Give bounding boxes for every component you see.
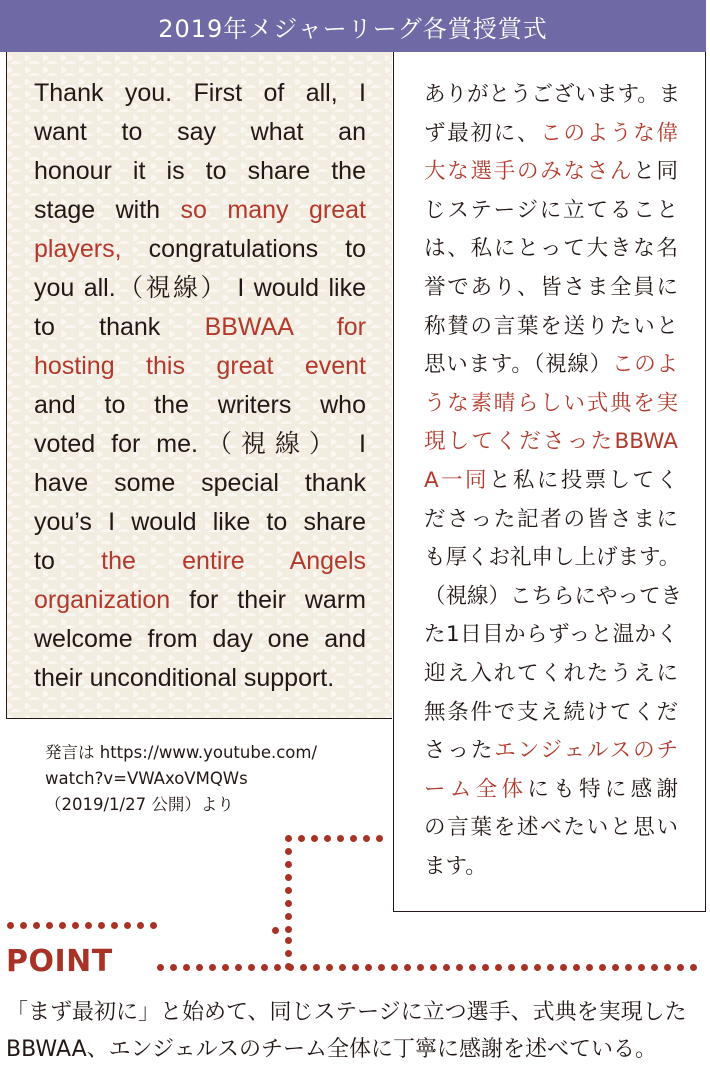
connector-dot xyxy=(285,950,292,957)
english-text: stage with xyxy=(34,196,181,224)
english-text: welcome from day one and xyxy=(34,625,366,653)
japanese-highlight: このよ xyxy=(611,352,678,378)
english-line xyxy=(34,386,366,425)
english-line xyxy=(34,620,366,659)
japanese-text: じステージに立てること xyxy=(424,197,678,223)
connector-dot xyxy=(285,861,292,868)
japanese-text: ありがとうございます。ま xyxy=(424,82,681,107)
connector-dot xyxy=(183,964,190,971)
connector-dot xyxy=(508,964,515,971)
connector-dot xyxy=(137,922,144,929)
japanese-line xyxy=(424,346,678,385)
connector-dot xyxy=(430,964,437,971)
japanese-text: と私に投票してく xyxy=(489,467,678,493)
japanese-text: ださった記者の皆さまに xyxy=(424,506,678,532)
english-text: have some special thank xyxy=(34,469,366,497)
connector-dot xyxy=(33,922,40,929)
japanese-text: と同 xyxy=(633,159,678,185)
connector-dot xyxy=(417,964,424,971)
connector-dot xyxy=(287,964,294,971)
section-header xyxy=(0,0,706,52)
english-text: voted for me.（視線） I xyxy=(34,430,366,458)
connector-dot xyxy=(285,900,292,907)
english-text: their unconditional support. xyxy=(34,664,335,692)
japanese-line xyxy=(424,809,678,848)
japanese-line xyxy=(424,848,678,887)
connector-dot xyxy=(599,964,606,971)
english-text: to xyxy=(34,547,102,575)
connector-dot xyxy=(326,964,333,971)
connector-dot xyxy=(274,964,281,971)
connector-dot xyxy=(98,922,105,929)
japanese-translation-text xyxy=(424,76,683,886)
connector-dot xyxy=(456,964,463,971)
english-line xyxy=(34,659,366,698)
english-line xyxy=(34,581,366,620)
english-highlight: so many great xyxy=(180,196,366,224)
connector-dot xyxy=(664,964,671,971)
connector-dot xyxy=(404,964,411,971)
english-line xyxy=(34,542,366,581)
connector-dot xyxy=(209,964,216,971)
japanese-text: ます。 xyxy=(424,853,487,879)
english-line xyxy=(34,503,366,542)
japanese-text: 思います。（視線） xyxy=(424,352,612,378)
summary-line: 「まず最初に」と始めて、同じステージに立つ選手、式典を実現した xyxy=(6,1000,687,1025)
japanese-text: 迎え入れてくれたうえに xyxy=(424,660,678,686)
connector-dot xyxy=(285,848,292,855)
english-quote-text xyxy=(34,74,366,698)
connector-dot xyxy=(248,964,255,971)
connector-dot xyxy=(586,964,593,971)
connector-dot xyxy=(625,964,632,971)
connector-dot xyxy=(339,964,346,971)
english-line xyxy=(34,269,366,308)
connector-dot xyxy=(376,835,383,842)
english-text: you all.（視線） I would like xyxy=(34,274,366,302)
connector-dot xyxy=(443,964,450,971)
japanese-text: も厚くお礼申し上げます。 xyxy=(424,545,681,571)
japanese-line xyxy=(424,308,678,347)
english-line xyxy=(34,347,366,386)
japanese-line xyxy=(424,732,678,771)
english-line xyxy=(34,152,366,191)
japanese-line xyxy=(424,269,678,308)
connector-dot xyxy=(59,922,66,929)
japanese-text: ず最初に、 xyxy=(424,120,541,146)
connector-dot xyxy=(352,964,359,971)
japanese-text: の言葉を述べたいと思い xyxy=(424,815,678,841)
english-line xyxy=(34,230,366,269)
english-line xyxy=(34,464,366,503)
connector-dot xyxy=(469,964,476,971)
connector-dot xyxy=(285,835,292,842)
japanese-line xyxy=(424,115,678,154)
english-line xyxy=(34,191,366,230)
japanese-text: にも特に感謝 xyxy=(527,776,678,802)
connector-dot xyxy=(222,964,229,971)
connector-dot xyxy=(365,964,372,971)
connector-dot xyxy=(573,964,580,971)
japanese-text: 無条件で支え続けてくだ xyxy=(424,699,678,725)
english-text: congratulations to xyxy=(121,235,366,263)
english-highlight: hosting this great event xyxy=(34,352,366,380)
connector-dot xyxy=(111,922,118,929)
connector-dot xyxy=(363,835,370,842)
connector-dot xyxy=(285,926,292,933)
connector-dot xyxy=(482,964,489,971)
connector-dot xyxy=(72,922,79,929)
english-line xyxy=(34,113,366,152)
connector-dot xyxy=(235,964,242,971)
japanese-highlight: エンジェルスのチ xyxy=(494,738,678,764)
japanese-line xyxy=(424,616,678,655)
japanese-highlight: ーム全体 xyxy=(424,776,528,802)
japanese-line xyxy=(424,76,681,115)
english-highlight: the entire Angels xyxy=(101,547,367,575)
english-text: you’s I would like to share xyxy=(34,508,366,536)
japanese-line xyxy=(424,192,678,231)
connector-dot xyxy=(677,964,684,971)
connector-dot xyxy=(324,835,331,842)
connector-dot xyxy=(85,922,92,929)
japanese-text: さった xyxy=(424,738,495,764)
connector-dot xyxy=(560,964,567,971)
source-note xyxy=(45,740,317,818)
source-line: 発言は https://www.youtube.com/ xyxy=(45,743,318,762)
connector-dot xyxy=(612,964,619,971)
japanese-line xyxy=(424,230,678,269)
connector-dot xyxy=(495,964,502,971)
japanese-text: は、私にとって大きな名 xyxy=(424,236,678,262)
connector-dot xyxy=(547,964,554,971)
english-text: to thank xyxy=(34,313,205,341)
point-label: POINT xyxy=(6,944,113,979)
english-text: want to say what an xyxy=(34,118,366,146)
english-highlight: players, xyxy=(34,235,122,263)
connector-dot xyxy=(124,922,131,929)
japanese-line xyxy=(424,578,683,617)
connector-dot xyxy=(261,964,268,971)
japanese-text: （視線）こちらにやってき xyxy=(424,583,683,609)
english-text: honour it is to share the xyxy=(34,157,366,185)
connector-dot xyxy=(378,964,385,971)
connector-dot xyxy=(690,964,697,971)
connector-dot xyxy=(285,937,292,944)
japanese-highlight: 大な選手のみなさん xyxy=(424,159,634,185)
japanese-line xyxy=(424,153,678,192)
connector-dot xyxy=(651,964,658,971)
section-title: 2019年メジャーリーグ各賞授賞式 xyxy=(158,14,548,43)
english-line xyxy=(34,74,366,113)
connector-dot xyxy=(313,964,320,971)
japanese-text: た1日目からずっと温かく xyxy=(424,622,678,648)
japanese-line xyxy=(424,655,678,694)
japanese-line xyxy=(424,771,678,810)
connector-dot xyxy=(311,835,318,842)
japanese-text: 称賛の言葉を送りたいと xyxy=(424,313,678,339)
point-summary xyxy=(6,994,700,1068)
japanese-line xyxy=(424,385,678,424)
japanese-highlight: うな素晴らしい式典を実 xyxy=(424,390,678,416)
summary-line: BBWAA、エンジェルスのチーム全体に丁寧に感謝を述べている。 xyxy=(6,1037,658,1062)
connector-dot xyxy=(272,927,279,934)
english-line xyxy=(34,308,366,347)
connector-dot xyxy=(157,964,164,971)
japanese-text: 誉であり、皆さま全員に xyxy=(424,274,678,300)
connector-dot xyxy=(7,922,14,929)
connector-dot xyxy=(285,874,292,881)
japanese-line xyxy=(424,694,678,733)
japanese-line xyxy=(424,501,678,540)
english-text: and to the writers who xyxy=(34,391,366,419)
connector-dot xyxy=(170,964,177,971)
connector-dot xyxy=(46,922,53,929)
connector-dot xyxy=(150,922,157,929)
connector-dot xyxy=(285,913,292,920)
connector-dot xyxy=(638,964,645,971)
english-highlight: organization xyxy=(34,586,171,614)
japanese-highlight: このような偉 xyxy=(540,120,678,146)
connector-dot xyxy=(298,835,305,842)
source-line: （2019/1/27 公開）より xyxy=(45,795,234,814)
english-text: Thank you. First of all, I xyxy=(34,79,366,107)
connector-dot xyxy=(20,922,27,929)
connector-dot xyxy=(391,964,398,971)
english-line xyxy=(34,425,366,464)
japanese-highlight: 現してくださったBBWA xyxy=(424,429,678,455)
english-highlight: BBWAA for xyxy=(204,313,366,341)
connector-dot xyxy=(285,887,292,894)
connector-dot xyxy=(196,964,203,971)
japanese-line xyxy=(424,539,681,578)
connector-dot xyxy=(521,964,528,971)
english-text: for their warm xyxy=(170,586,366,614)
japanese-line xyxy=(424,462,678,501)
japanese-highlight: A一同 xyxy=(424,467,489,493)
connector-dot xyxy=(534,964,541,971)
connector-dot xyxy=(350,835,357,842)
connector-dot xyxy=(300,964,307,971)
japanese-line xyxy=(424,423,678,462)
source-line: watch?v=VWAxoVMQWs xyxy=(45,769,248,788)
connector-dot xyxy=(337,835,344,842)
